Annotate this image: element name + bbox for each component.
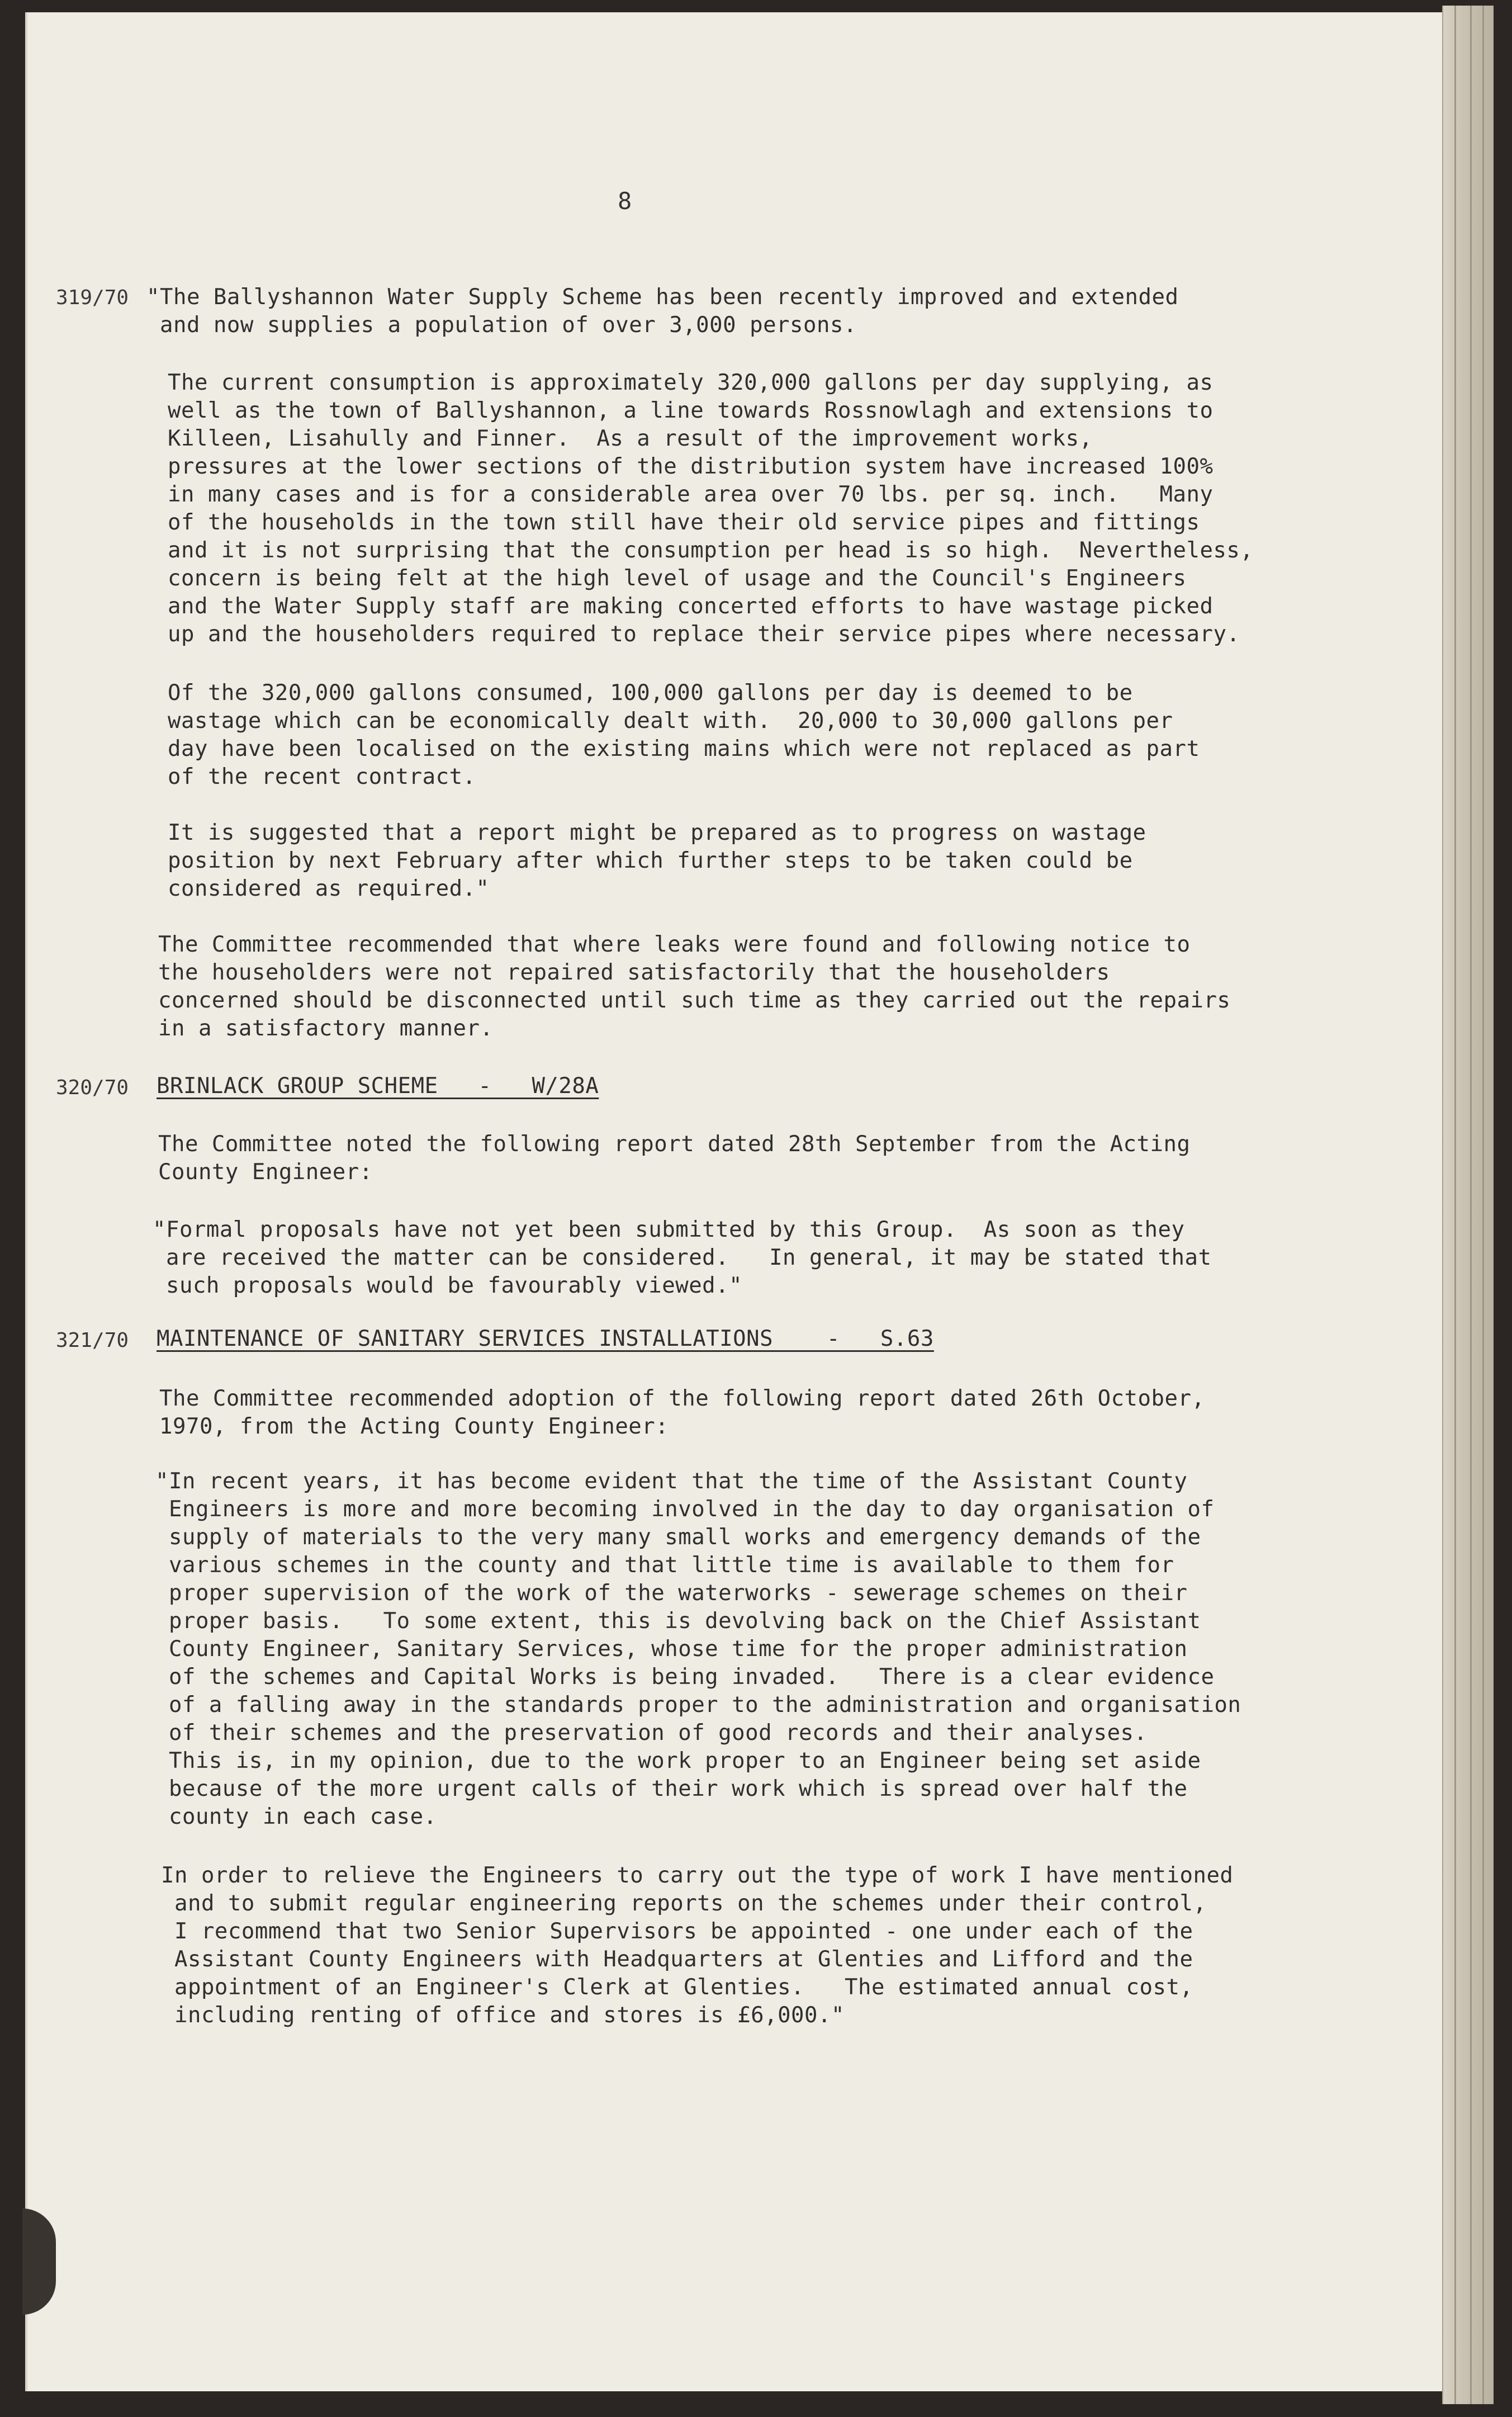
minute-ref-321: 321/70 (56, 1329, 129, 1352)
paragraph: Of the 320,000 gallons consumed, 100,000 gallons per day is deemed to be wastage which can be economically dealt with. 20,000 to 30,000 gallons per day have been localised on the existing mains which were not replaced as part of the recent contract. (168, 680, 1200, 789)
paragraph: The Committee recommended adoption of the following report dated 26th October, 1970, from the Acting County Engineer: (159, 1386, 1205, 1439)
paragraph: It is suggested that a report might be prepared as to progress on wastage position by next February after which further steps to be taken could be considered as required." (168, 820, 1146, 901)
page-number: 8 (618, 187, 632, 215)
paragraph: "In recent years, it has become evident that the time of the Assistant County Engineers is more and more becoming involved in the day to day organisation of supply of materials to the very many small works and emergency demands of the various schemes in the county and that little time is available to them for proper supervision of the work of the waterworks - sewerage schemes on their proper basis. To some extent, this is devolving back on the Chief Assistant County Engineer, Sanitary Services, whose time for the proper administration of the schemes and Capital Works is being invaded. There is a clear evidence of a falling away in the standards proper to the administration and organisation of their schemes and the preservation of good records and their analyses. This is, in my opinion, due to the work proper to an Engineer being set aside because of the more urgent calls of their work which is spread over half the county in each case. (155, 1469, 1241, 1829)
paragraph: "The Ballyshannon Water Supply Scheme has been recently improved and extended and now supplies a population of over 3,000 persons. (146, 285, 1179, 338)
minute-ref-319: 319/70 (56, 286, 129, 309)
section-heading: BRINLACK GROUP SCHEME - W/28A (157, 1073, 599, 1099)
binding-hole (22, 2208, 56, 2315)
paragraph: "Formal proposals have not yet been submitted by this Group. As soon as they are received the matter can be considered. In general, it may be stated that such proposals would be favourably viewed." (153, 1217, 1212, 1298)
paragraph: The Committee noted the following report dated 28th September from the Acting County Engineer: (158, 1132, 1191, 1185)
minute-ref-320: 320/70 (56, 1076, 129, 1099)
page-stack-edge (1442, 6, 1494, 2404)
section-heading: MAINTENANCE OF SANITARY SERVICES INSTALLATIONS - S.63 (157, 1326, 934, 1351)
paragraph: The current consumption is approximately 320,000 gallons per day supplying, as well as the town of Ballyshannon, a line towards Rossnowlagh and extensions to Killeen, Lisahully and Finner. As a result of the improvement works, pressures at the lower sections of the distribution system have increased 100% in many cases and is for a considerable area over 70 lbs. per sq. inch. Many of the households in the town still have their old service pipes and fittings and it is not surprising that the consumption per head is so high. Nevertheless, concern is being felt at the high level of usage and the Council's Engineers and the Water Supply staff are making concerted efforts to have wastage picked up and the householders required to replace their service pipes where necessary. (168, 370, 1254, 647)
paragraph: In order to relieve the Engineers to carry out the type of work I have mentioned and to submit regular engineering reports on the schemes under their control, I recommend that two Senior Supervisors be appointed - one under each of the Assistant County Engineers with Headquarters at Glenties and Lifford and the appointment of an Engineer's Clerk at Glenties. The estimated annual cost, including renting of office and stores is £6,000." (161, 1863, 1234, 2028)
paragraph: The Committee recommended that where leaks were found and following notice to the householders were not repaired satisfactorily that the householders concerned should be disconnected until such time as they carried out the repairs in a satisfactory manner. (158, 932, 1231, 1041)
